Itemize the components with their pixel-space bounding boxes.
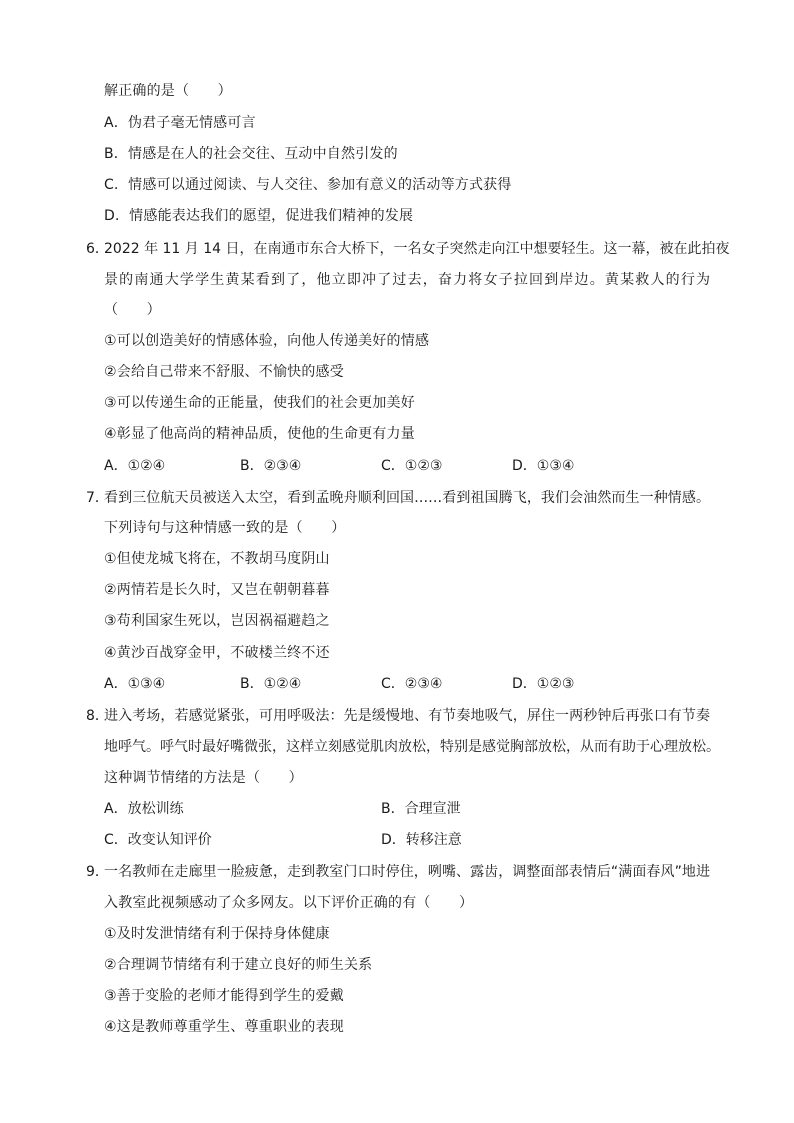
- q6-number: 6．: [86, 241, 109, 257]
- q7-stem-line-2: 下列诗句与这种情感一致的是（ ）: [104, 520, 346, 536]
- q6-statement-2: ②会给自己带来不舒服、不愉快的感受: [104, 364, 344, 380]
- q6-option-c: C．①②③: [381, 458, 443, 474]
- q8-option-d: D．转移注意: [381, 832, 462, 848]
- q6-option-a: A．①②④: [104, 458, 166, 474]
- q7-statement-2: ②两情若是长久时，又岂在朝朝暮暮: [104, 582, 330, 598]
- q7-option-b: B．①②④: [240, 676, 302, 692]
- q5-stem-end: 解正确的是（ ）: [104, 83, 232, 99]
- q9-statement-2: ②合理调节情绪有利于建立良好的师生关系: [104, 957, 373, 973]
- q9-number: 9．: [86, 864, 109, 880]
- q7-option-d: D．①②③: [512, 676, 575, 692]
- q9-statement-1: ①及时发泄情绪有利于保持身体健康: [104, 926, 330, 942]
- q8-stem-line-2: 地呼气。呼气时最好嘴微张，这样立刻感觉肌肉放松，特别是感觉胸部放松，从而有助于心理放松。: [104, 739, 720, 755]
- q6-statement-1: ①可以创造美好的情感体验，向他人传递美好的情感: [104, 333, 430, 349]
- q7-number: 7．: [86, 490, 109, 506]
- q7-stem-line-1: 看到三位航天员被送入太空，看到孟晚舟顺利回国……看到祖国腾飞，我们会油然而生一种情感。: [104, 490, 710, 506]
- q8-option-a: A．放松训练: [104, 801, 184, 817]
- q5-option-d: D．情感能表达我们的愿望，促进我们精神的发展: [104, 208, 414, 224]
- q8-stem-line-3: 这种调节情绪的方法是（ ）: [104, 770, 303, 786]
- q7-option-a: A．①③④: [104, 676, 166, 692]
- q6-statement-4: ④彰显了他高尚的精神品质，使他的生命更有力量: [104, 426, 415, 442]
- q6-stem-line-1: 2022 年 11 月 14 日，在南通市东合大桥下，一名女子突然走向江中想要轻生。这一幕，被在此拍夜: [104, 241, 730, 257]
- q9-stem-line-2: 入教室此视频感动了众多网友。以下评价正确的有（ ）: [104, 895, 474, 911]
- q7-option-c: C．②③④: [381, 676, 443, 692]
- q5-option-c: C．情感可以通过阅读、与人交往、参加有意义的活动等方式获得: [104, 177, 512, 193]
- q8-stem-line-1: 进入考场，若感觉紧张，可用呼吸法：先是缓慢地、有节奏地吸气，屏住一两秒钟后再张口有节奏: [104, 708, 710, 724]
- q7-statement-1: ①但使龙城飞将在，不教胡马度阴山: [104, 551, 330, 567]
- q6-stem-line-2: 景的南通大学学生黄某看到了，他立即冲了过去，奋力将女子拉回到岸边。黄某救人的行为: [104, 272, 710, 288]
- q8-option-c: C．改变认知评价: [104, 832, 212, 848]
- q6-stem-line-3: （ ）: [104, 302, 161, 318]
- q9-statement-4: ④这是教师尊重学生、尊重职业的表现: [104, 1019, 344, 1035]
- q6-statement-3: ③可以传递生命的正能量，使我们的社会更加美好: [104, 395, 415, 411]
- q5-option-a: A．伪君子毫无情感可言: [104, 115, 256, 131]
- q5-option-b: B．情感是在人的社会交往、互动中自然引发的: [104, 146, 398, 162]
- q6-option-d: D．①③④: [512, 458, 575, 474]
- q6-option-b: B．②③④: [240, 458, 302, 474]
- q7-statement-3: ③苟利国家生死以，岂因祸福避趋之: [104, 613, 330, 629]
- q9-statement-3: ③善于变脸的老师才能得到学生的爱戴: [104, 988, 344, 1004]
- q7-statement-4: ④黄沙百战穿金甲，不破楼兰终不还: [104, 645, 330, 661]
- q8-option-b: B．合理宣泄: [381, 801, 461, 817]
- q9-stem-line-1: 一名教师在走廊里一脸疲惫，走到教室门口时停住，咧嘴、露齿，调整面部表情后“满面春风”地进: [104, 864, 710, 880]
- q8-number: 8．: [86, 708, 109, 724]
